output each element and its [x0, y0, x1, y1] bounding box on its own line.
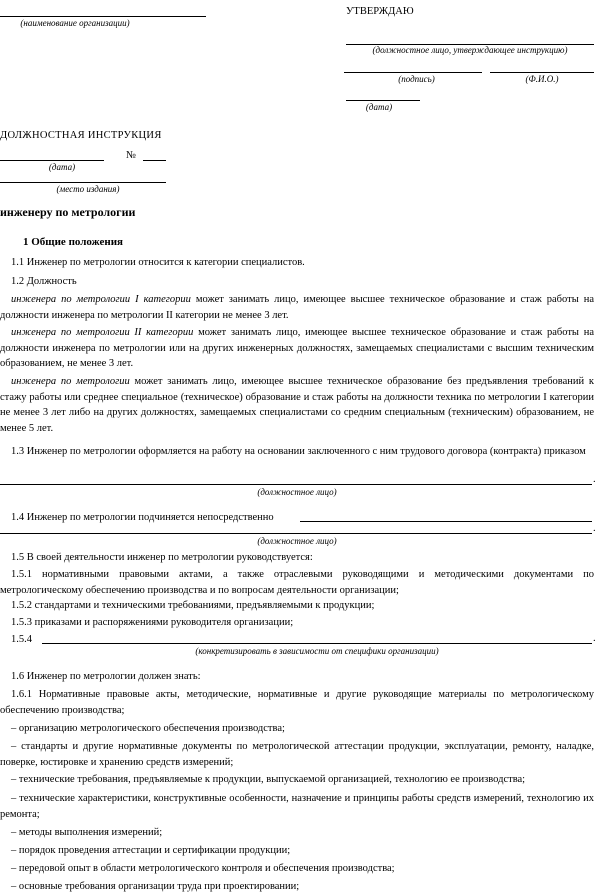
category-base-text: может занимать лицо, имеющее высшее техническое образование без предъявления требований к стажу работы или среднее специальное (техническое) образование и стаж работы на должности техника по метрологии I категории не менее 3 лет либо на других должностях, замещаемых специалистами со средним специальным (техническим) образованием, не менее 5 лет.: [0, 376, 594, 434]
category-1-text: может занимать лицо, имеющее высшее техническое образование и стаж работы на должности инженера по метрологии II категории не менее 3 лет.: [0, 294, 594, 321]
document-date-caption: (дата): [48, 162, 76, 172]
bullet-item: – технические требования, предъявляемые к продукции, выпускаемой организацией, технологию ее производства;: [11, 774, 526, 785]
instruction-subject: инженеру по метрологии: [0, 205, 136, 219]
paragraph-1-2: 1.2 Должность: [11, 276, 77, 287]
official-caption-1: (должностное лицо): [257, 487, 337, 497]
specifics-line: [42, 643, 592, 644]
organization-caption: (наименование организации): [20, 18, 130, 28]
hiring-official-line: [0, 484, 592, 485]
approval-date-line: [346, 100, 420, 101]
paragraph-1-5-3: 1.5.3 приказами и распоряжениями руководителя организации;: [11, 617, 294, 628]
approve-label: УТВЕРЖДАЮ: [346, 6, 414, 17]
publication-place-caption: (место издания): [56, 184, 120, 194]
category-2-text: может занимать лицо, имеющее высшее техническое образование и стаж работы на должности инженера по метрологии или на других инженерных должностях, замещаемых специалистами с высшим техническим образованием, не менее 3 лет.: [0, 327, 594, 370]
bullet-item: – организацию метрологического обеспечения производства;: [11, 723, 285, 734]
document-title: ДОЛЖНОСТНАЯ ИНСТРУКЦИЯ: [0, 130, 162, 141]
paragraph-1-6-1: 1.6.1 Нормативные правовые акты, методические, нормативные и другие руководящие материалы по метрологическому обеспечению производства;: [0, 689, 594, 716]
approver-position-caption: (должностное лицо, утверждающее инструкцию): [372, 45, 568, 55]
bullet-item: – технические характеристики, конструктивные особенности, назначение и принципы работы средств измерений, технологию их ремонта;: [0, 793, 594, 820]
signature-line: [344, 72, 482, 73]
bullet-item: – порядок проведения аттестации и сертификации продукции;: [11, 845, 291, 856]
paragraph-1-5-2: 1.5.2 стандартами и техническими требованиями, предъявляемыми к продукции;: [11, 600, 375, 611]
document-number-line: [143, 160, 166, 161]
paragraph-1-3: 1.3 Инженер по метрологии оформляется на работу на основании заключенного с ним трудового договора (контракта) приказом: [11, 446, 586, 457]
signature-caption: (подпись): [398, 74, 435, 84]
bullet-item: – основные требования организации труда при проектировании;: [11, 881, 300, 892]
section-heading: 1 Общие положения: [23, 236, 123, 248]
paragraph-category-base: [0, 374, 594, 436]
fio-caption: (Ф.И.О.): [525, 74, 559, 84]
paragraph-1-1: 1.1 Инженер по метрологии относится к категории специалистов.: [11, 257, 305, 268]
document-date-line: [0, 160, 104, 161]
line-end-dot: .: [593, 474, 596, 485]
document-number-sign: №: [126, 150, 137, 161]
paragraph-category-1: [0, 292, 594, 323]
bullet-item: – передовой опыт в области метрологического контроля и обеспечения производства;: [11, 863, 395, 874]
approval-date-caption: (дата): [365, 102, 393, 112]
paragraph-category-2: [0, 325, 594, 372]
publication-place-line: [0, 182, 166, 183]
organization-name-line: [0, 16, 206, 17]
category-2-title: инженера по метрологии II категории: [11, 327, 194, 338]
supervisor-line: [300, 521, 592, 522]
fio-line: [490, 72, 594, 73]
line-end-dot: .: [593, 633, 596, 644]
category-1-title: инженера по метрологии I категории: [11, 294, 191, 305]
category-base-title: инженера по метрологии: [11, 376, 130, 387]
paragraph-1-6: 1.6 Инженер по метрологии должен знать:: [11, 671, 201, 682]
concretize-caption: (конкретизировать в зависимости от специфики организации): [195, 646, 439, 656]
paragraph-1-5-4: 1.5.4: [11, 634, 32, 645]
bullet-item: – методы выполнения измерений;: [11, 827, 163, 838]
supervisor-line-continued: [0, 533, 592, 534]
paragraph-1-5-1: 1.5.1 нормативными правовыми актами, а также отраслевыми руководящими и методическими документами по метрологическому обеспечению производства и по вопросам деятельности организации;: [0, 569, 594, 596]
paragraph-1-5: 1.5 В своей деятельности инженер по метрологии руководствуется:: [11, 552, 313, 563]
paragraph-1-4: 1.4 Инженер по метрологии подчиняется непосредственно: [11, 512, 274, 523]
line-end-dot: .: [593, 523, 596, 534]
bullet-item: – стандарты и другие нормативные документы по метрологической аттестации продукции, эксплуатации, ремонту, наладке, поверке, юстировке и хранению средств измерений;: [0, 741, 594, 768]
official-caption-2: (должностное лицо): [257, 536, 337, 546]
